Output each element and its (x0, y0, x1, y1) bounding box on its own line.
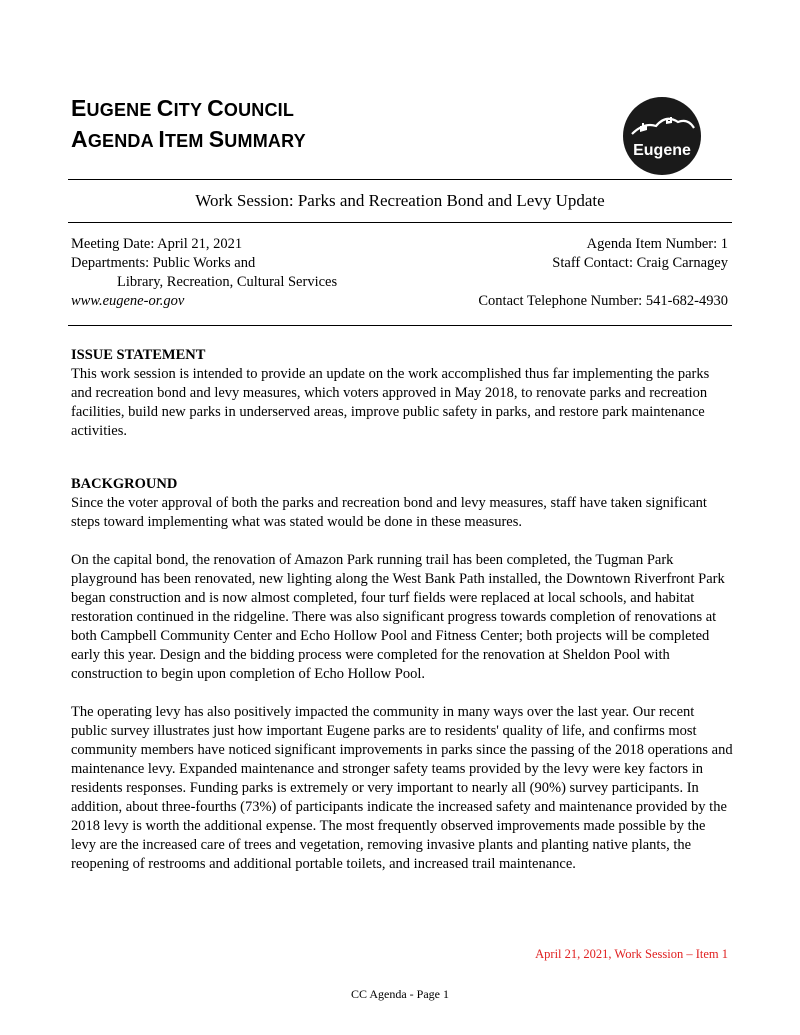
background-paragraph: The operating levy has also positively impacted the community in many ways over the last year. Our recent public survey illustrates just how important Eugene parks are to residents' quality of life, and confirms most community members have noticed significant improvements in parks since the passing of the 2018 operations and maintenance levy. Expanded maintenance and stronger safety teams provided by the levy were key factors in residents responses. Funding parks is extremely or very important to nearly all (90%) survey participants. In addition, about three-fourths (73%) of participants indicate the increased safety and maintenance provided by the 2018 levy is worth the additional expense. The most frequently observed improvements made possible by the levy are the increased care of trees and vegetation, removing invasive plants and planting native plants, the reopening of restrooms and additional portable toilets, and increased trail maintenance. (71, 704, 733, 872)
eugene-logo (622, 96, 702, 176)
meta-right (478, 235, 728, 311)
meta-left (71, 235, 337, 311)
page-number: CC Agenda - Page 1 (351, 987, 449, 1001)
background-heading: BACKGROUND (71, 476, 178, 492)
issue-heading: ISSUE STATEMENT (71, 347, 206, 363)
item-subtitle: Work Session: Parks and Recreation Bond and Levy Update (195, 191, 605, 210)
meeting-date: Meeting Date: April 21, 2021 (71, 236, 243, 252)
issue-text: This work session is intended to provide an update on the work accomplished thus far implementing the parks and recreation bond and levy measures, which voters approved in May 2018, to renovate parks and recreation facilities, build new parks in underserved areas, improve public safety in parks, and restore park maintenance activities. (71, 366, 710, 439)
staff-contact: Staff Contact: Craig Carnagey (552, 255, 728, 271)
departments: Departments: Public Works and (71, 255, 256, 271)
issue-section (71, 346, 733, 460)
header-divider (68, 179, 732, 180)
session-footer: April 21, 2021, Work Session – Item 1 (535, 947, 728, 961)
meta-spacer (478, 273, 728, 292)
departments-continued: Library, Recreation, Cultural Services (117, 274, 338, 290)
background-section (71, 475, 733, 893)
meta-divider (68, 325, 732, 326)
title-line-2: AGENDA ITEM SUMMARY (71, 126, 306, 152)
document-title (71, 94, 306, 156)
website-link[interactable]: www.eugene-or.gov (71, 293, 185, 309)
agenda-item-number: Agenda Item Number: 1 (586, 236, 728, 252)
contact-telephone: Contact Telephone Number: 541-682-4930 (478, 293, 728, 309)
logo-text: Eugene (633, 142, 691, 159)
background-paragraph: Since the voter approval of both the parks and recreation bond and levy measures, staff have taken significant steps toward implementing what was stated would be done in these measures. (71, 495, 707, 530)
background-paragraph: On the capital bond, the renovation of Amazon Park running trail has been completed, the Tugman Park playground has been renovated, new lighting along the West Bank Path installed, the Downtown Riverfront Park began construction and is now almost completed, four turf fields were replaced at local schools, and habitat restoration continued in the ridgeline. There was also significant progress towards completion of renovations at both Campbell Community Center and Echo Hollow Pool and Fitness Center; both projects will be completed early this year. Design and the bidding process were completed for the renovation at Sheldon Pool with construction to begin upon completion of Echo Hollow Pool. (71, 552, 725, 682)
subtitle-divider (68, 222, 732, 223)
title-line-1: EUGENE CITY COUNCIL (71, 95, 295, 121)
